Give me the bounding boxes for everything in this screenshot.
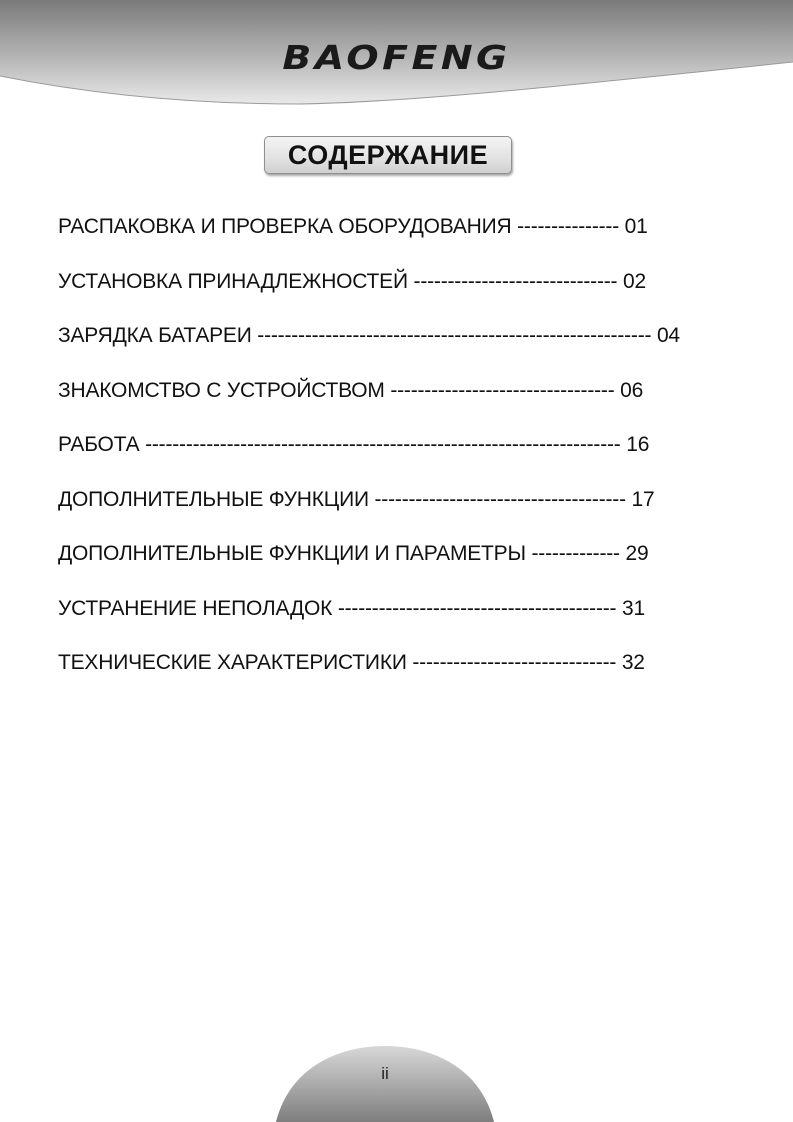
toc-page-number: 16 [626,433,650,456]
toc-entry[interactable] [58,319,718,374]
toc-leader: ------------------------------ [412,651,617,674]
toc-leader: --------------------------------- [390,378,615,402]
table-of-contents [58,210,718,701]
toc-entry[interactable] [58,537,718,592]
toc-leader: ------------------------------ [413,269,618,293]
toc-leader: --------------- [517,215,620,238]
toc-page-number: 29 [625,542,649,565]
toc-page-number: 01 [624,215,648,238]
toc-label: ДОПОЛНИТЕЛЬНЫЕ ФУНКЦИИ [58,487,369,511]
toc-label: УСТАНОВКА ПРИНАДЛЕЖНОСТЕЙ [58,269,408,293]
toc-page-number: 04 [656,324,680,347]
toc-leader: ---------------------------------------------------------------------- [145,433,621,456]
toc-entry[interactable] [58,483,718,538]
toc-leader: ------------------------------------- [374,487,626,511]
toc-entry[interactable] [58,592,718,647]
toc-entry[interactable] [58,265,718,320]
toc-entry[interactable] [58,210,718,265]
toc-label: УСТРАНЕНИЕ НЕПОЛАДОК [58,596,333,620]
toc-page-number: 17 [631,487,655,511]
toc-page-number: 02 [622,269,646,293]
toc-entry[interactable] [58,646,718,701]
toc-label: РАСПАКОВКА И ПРОВЕРКА ОБОРУДОВАНИЯ [58,215,512,238]
toc-entry[interactable] [58,374,718,429]
toc-label: ДОПОЛНИТЕЛЬНЫЕ ФУНКЦИИ И ПАРАМЕТРЫ [58,542,526,565]
toc-page-number: 06 [620,378,644,402]
page-number: ii [381,1064,389,1083]
toc-page-number: 31 [621,596,645,620]
toc-page-number: 32 [621,651,645,674]
toc-label: РАБОТА [58,433,140,456]
page-title: СОДЕРЖАНИЕ [264,136,512,174]
toc-leader: ----------------------------------------- [337,596,617,620]
brand-logo: BAOFENG [282,38,511,77]
toc-label: ЗАРЯДКА БАТАРЕИ [58,324,252,347]
toc-leader: ---------------------------------------------------------- [257,324,652,347]
toc-leader: ------------- [531,542,620,565]
toc-label: ТЕХНИЧЕСКИЕ ХАРАКТЕРИСТИКИ [58,651,407,674]
toc-label: ЗНАКОМСТВО С УСТРОЙСТВОМ [58,378,385,402]
toc-entry[interactable] [58,428,718,483]
